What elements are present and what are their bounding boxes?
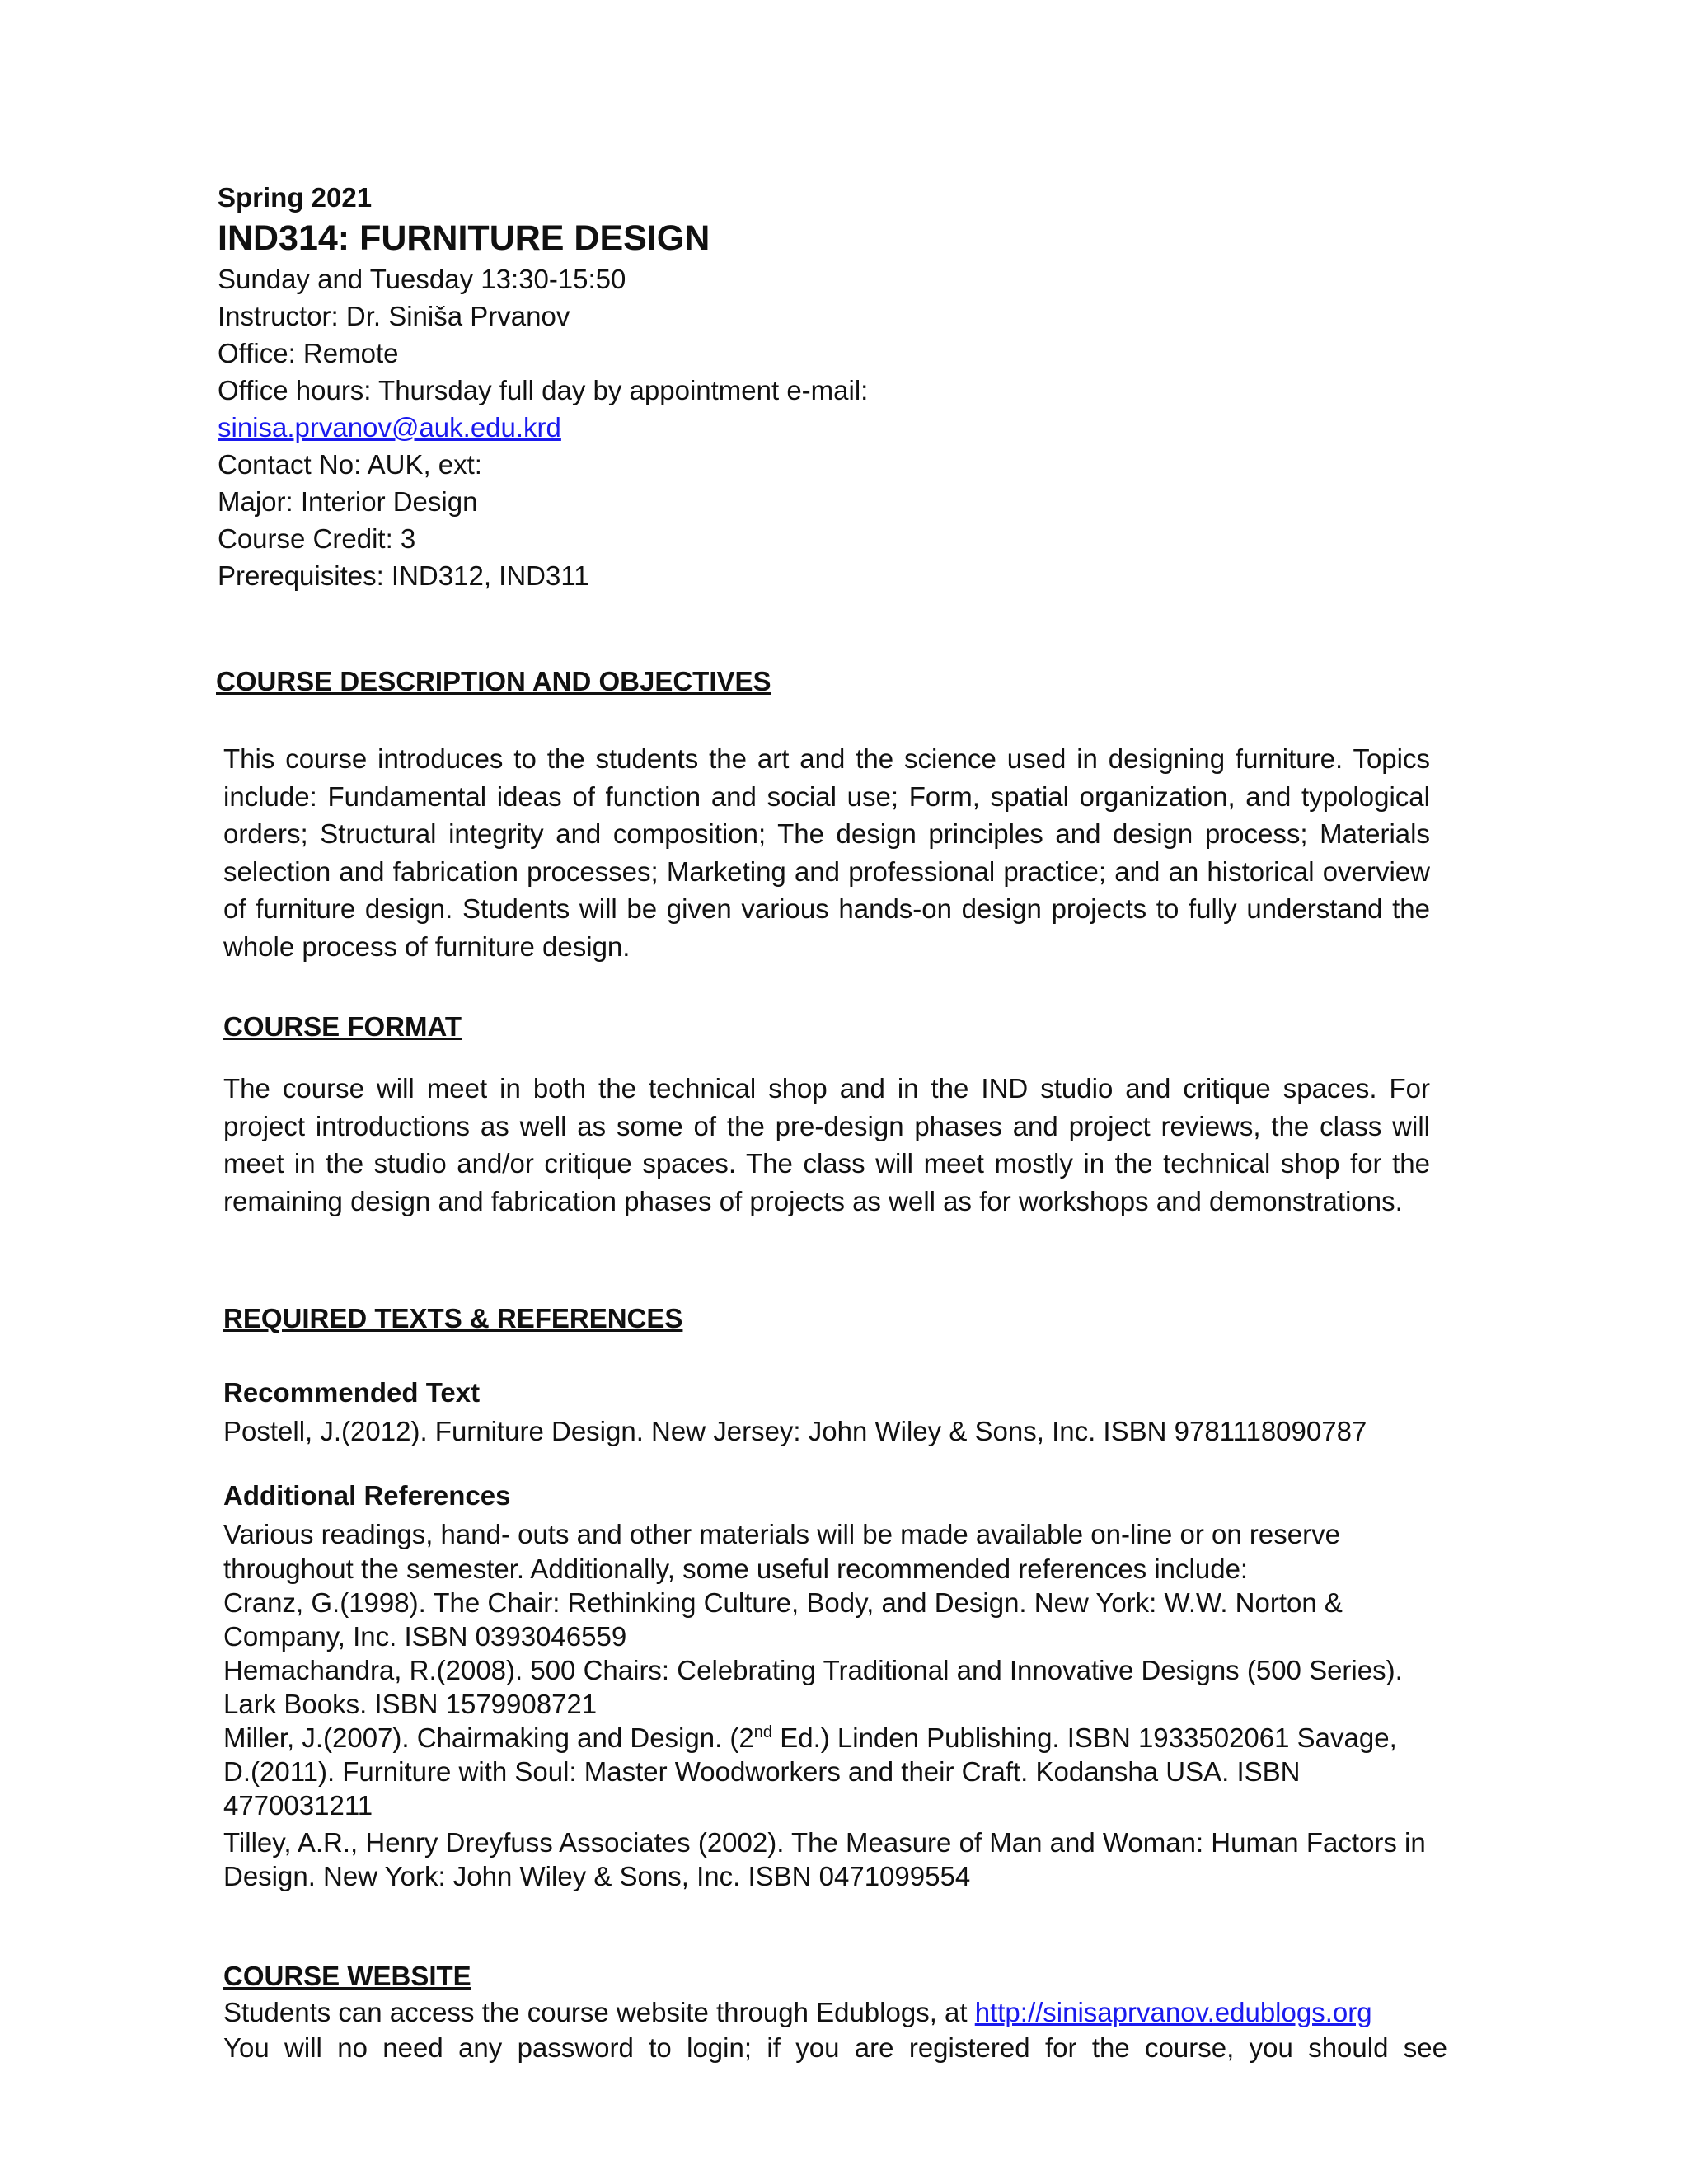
recommended-text: Postell, J.(2012). Furniture Design. New Jersey: John Wiley & Sons, Inc. ISBN 9781118090787: [223, 1416, 1367, 1446]
ref-tilley-line-1: Tilley, A.R., Henry Dreyfuss Associates (2002). The Measure of Man and Woman: Human Factors in: [223, 1827, 1426, 1858]
course-header: [218, 180, 1372, 594]
additional-block: [223, 1478, 1430, 1893]
office-hours-line: Office hours: Thursday full day by appointment e-mail:: [218, 375, 869, 405]
email-line: [218, 409, 1372, 446]
format-text: The course will meet in both the technical shop and in the IND studio and critique spaces. For project introductions as well as some of the pre-design phases and project reviews, the class will meet in the studio and/or critique spaces. The class will meet mostly in the technical shop for the remaining design and fabrication phases of projects as well as for workshops and demonstrations.: [223, 1073, 1430, 1216]
recommended-block: [223, 1375, 1430, 1449]
major-line: Major: Interior Design: [218, 486, 478, 517]
website-text-last: You will no need any password to login; if you are registered for the course, you should see: [223, 2032, 1447, 2063]
website-text: [223, 1994, 1430, 2030]
format-body: [223, 1070, 1430, 1220]
description-heading-block: [216, 663, 1423, 700]
ref-miller-line: [223, 1721, 1430, 1755]
term-label: Spring 2021: [218, 182, 373, 213]
format-heading: COURSE FORMAT: [223, 1011, 462, 1042]
texts-section: [223, 1301, 1430, 1337]
email-link[interactable]: sinisa.prvanov@auk.edu.krd: [218, 412, 561, 443]
website-heading: COURSE WEBSITE: [223, 1961, 471, 1991]
ref-savage-line-2: 4770031211: [223, 1790, 373, 1821]
recommended-heading: Recommended Text: [223, 1377, 481, 1408]
ref-hemachandra-line-1: Hemachandra, R.(2008). 500 Chairs: Celebrating Traditional and Innovative Designs (500 Series).: [223, 1655, 1403, 1685]
schedule-line: Sunday and Tuesday 13:30-15:50: [218, 264, 626, 294]
texts-heading: REQUIRED TEXTS & REFERENCES: [223, 1303, 683, 1333]
additional-intro-line-2: throughout the semester. Additionally, some useful recommended references include:: [223, 1554, 1249, 1584]
office-line: Office: Remote: [218, 338, 399, 368]
description-heading: COURSE DESCRIPTION AND OBJECTIVES: [216, 666, 771, 696]
website-text-pre: Students can access the course website through Edublogs, at: [223, 1997, 975, 2027]
website-section: [223, 1958, 1447, 2065]
ref-miller-superscript: nd: [753, 1723, 773, 1741]
ref-cranz-line-1: Cranz, G.(1998). The Chair: Rethinking Culture, Body, and Design. New York: W.W. Norton &: [223, 1587, 1343, 1618]
contact-line: Contact No: AUK, ext:: [218, 449, 482, 480]
description-section: [223, 740, 1430, 965]
ref-savage-line-1: D.(2011). Furniture with Soul: Master Woodworkers and their Craft. Kodansha USA. ISBN: [223, 1756, 1301, 1787]
additional-intro-line-1: Various readings, hand- outs and other materials will be made available on-line or on reserve: [223, 1519, 1340, 1549]
credit-line: Course Credit: 3: [218, 523, 416, 554]
website-link[interactable]: http://sinisaprvanov.edublogs.org: [974, 1997, 1372, 2027]
ref-tilley-line-2: Design. New York: John Wiley & Sons, Inc. ISBN 0471099554: [223, 1861, 971, 1891]
format-section: [223, 1009, 1430, 1045]
ref-miller-pre: Miller, J.(2007). Chairmaking and Design. (2: [223, 1722, 754, 1753]
instructor-line: Instructor: Dr. Siniša Prvanov: [218, 301, 570, 331]
ref-miller-post: Ed.) Linden Publishing. ISBN 1933502061 Savage,: [772, 1722, 1397, 1753]
prerequisites-line: Prerequisites: IND312, IND311: [218, 560, 589, 591]
description-text: This course introduces to the students the art and the science used in designing furniture. Topics include: Fundamental ideas of function and social use; Form, spatial organization, and typological orders; Structural integrity and composition; The design principles and design process; Materials selection and fabrication processes; Marketing and professional practice; and an historical overview of furniture design. Students will be given various hands-on design projects to fully understand the whole process of furniture design.: [223, 743, 1430, 962]
ref-cranz-line-2: Company, Inc. ISBN 0393046559: [223, 1621, 627, 1652]
additional-heading: Additional References: [223, 1480, 511, 1511]
course-title: IND314: FURNITURE DESIGN: [218, 218, 710, 258]
ref-hemachandra-line-2: Lark Books. ISBN 1579908721: [223, 1689, 598, 1719]
